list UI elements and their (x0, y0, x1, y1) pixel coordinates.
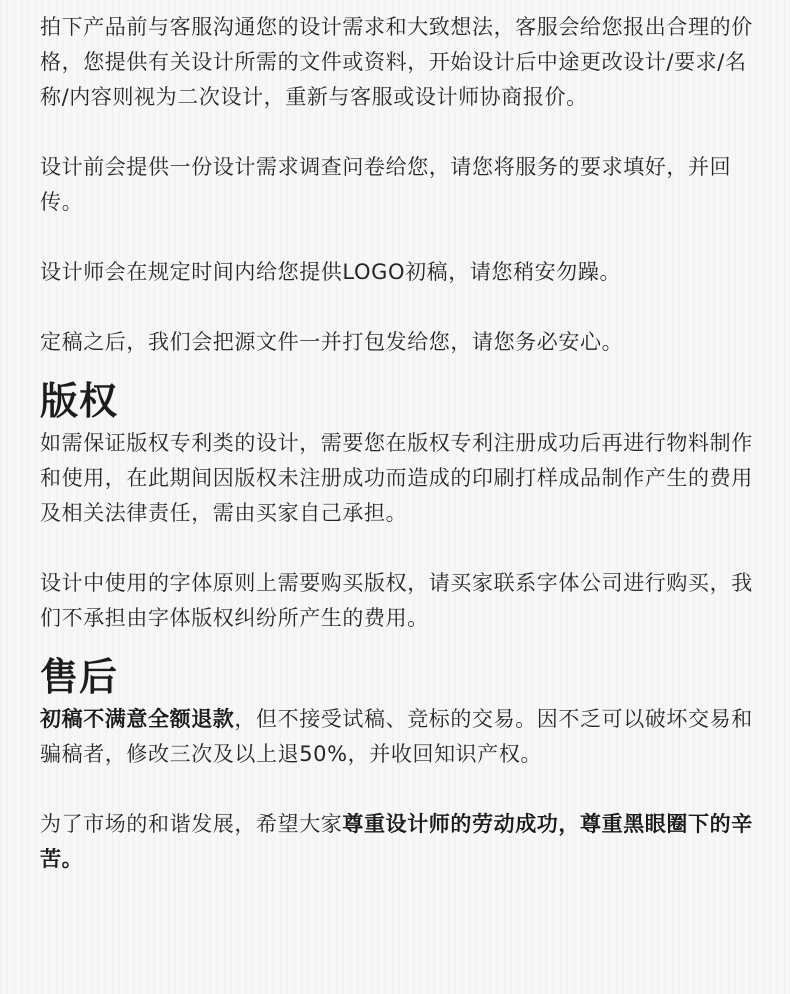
copyright-heading: 版权 (40, 379, 119, 423)
design-process-paragraph-2: 设计前会提供一份设计需求调查问卷给您，请您将服务的要求填好，并回传。 (40, 155, 732, 214)
copyright-paragraph-1: 如需保证版权专利类的设计，需要您在版权专利注册成功后再进行物料制作和使用，在此期间因版权未注册成功而造成的印刷打样成品制作产生的费用及相关法律责任，需由买家自己承担。 (40, 431, 753, 525)
design-process-paragraph-1: 拍下产品前与客服沟通您的设计需求和大致想法，客服会给您报出合理的价格，您提供有关设计所需的文件或资料，开始设计后中途更改设计/要求/名称/内容则视为二次设计，重新与客服或设计师协商报价。 (40, 15, 753, 109)
refund-terms-text: ，但不接受试稿、竞标的交易。因不乏可以破坏交易和骗稿者，修改三次及以上退50%，并收回知识产权。 (40, 707, 753, 766)
design-process-paragraph-4: 定稿之后，我们会把源文件一并打包发给您，请您务必安心。 (40, 330, 624, 354)
respect-designer-text: 尊重设计师的劳动成功，尊重黑眼圈下的辛苦。 (40, 812, 753, 871)
copyright-paragraph-2: 设计中使用的字体原则上需要购买版权，请买家联系字体公司进行购买，我们不承担由字体版权纠纷所产生的费用。 (40, 571, 753, 630)
design-process-paragraph-3: 设计师会在规定时间内给您提供LOGO初稿，请您稍安勿躁。 (40, 260, 622, 284)
refund-guarantee-text: 初稿不满意全额退款 (40, 707, 235, 731)
respect-lead-text: 为了市场的和谐发展，希望大家 (40, 812, 343, 836)
after-sales-heading: 售后 (40, 655, 119, 699)
after-sales-paragraph-2 (40, 807, 754, 877)
after-sales-paragraph-1 (40, 702, 754, 772)
